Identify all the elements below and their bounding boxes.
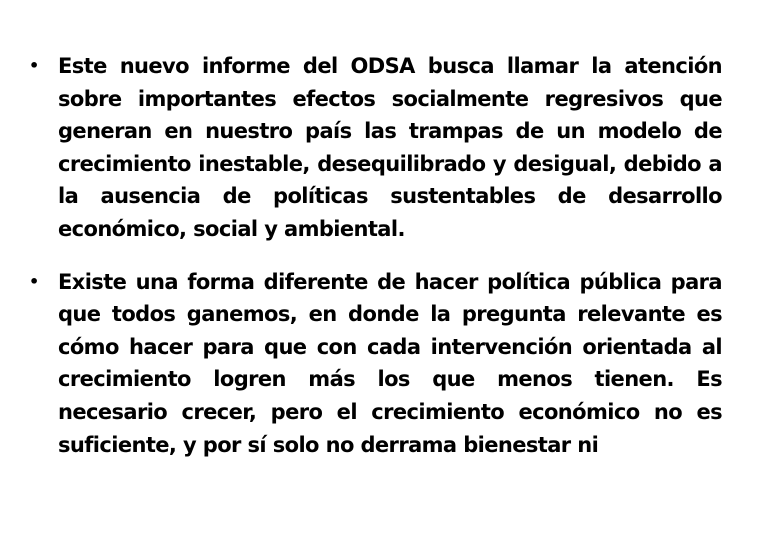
bullet-item-informe bbox=[26, 50, 722, 246]
bullet-list bbox=[26, 50, 722, 481]
bullet-text: Este nuevo informe del ODSA busca llamar la atención sobre importantes efectos socialmente regresivos que generan en nuestro país las trampas de un modelo de crecimiento inestable, desequilibrado y desigual, debido a la ausencia de políticas sustentables de desarrollo económico, social y ambiental. bbox=[58, 54, 722, 241]
bullet-icon: • bbox=[29, 56, 39, 75]
bullet-text: Existe una forma diferente de hacer política pública para que todos ganemos, en donde la pregunta relevante es cómo hacer para que con cada intervención orientada al crecimiento logren más los que menos tienen. Es necesario crecer, pero el crecimiento económico no es suficiente, y por sí solo no derrama bienestar ni bbox=[58, 269, 722, 457]
bullet-item-politica-publica bbox=[26, 266, 722, 462]
bullet-icon: • bbox=[29, 271, 39, 291]
